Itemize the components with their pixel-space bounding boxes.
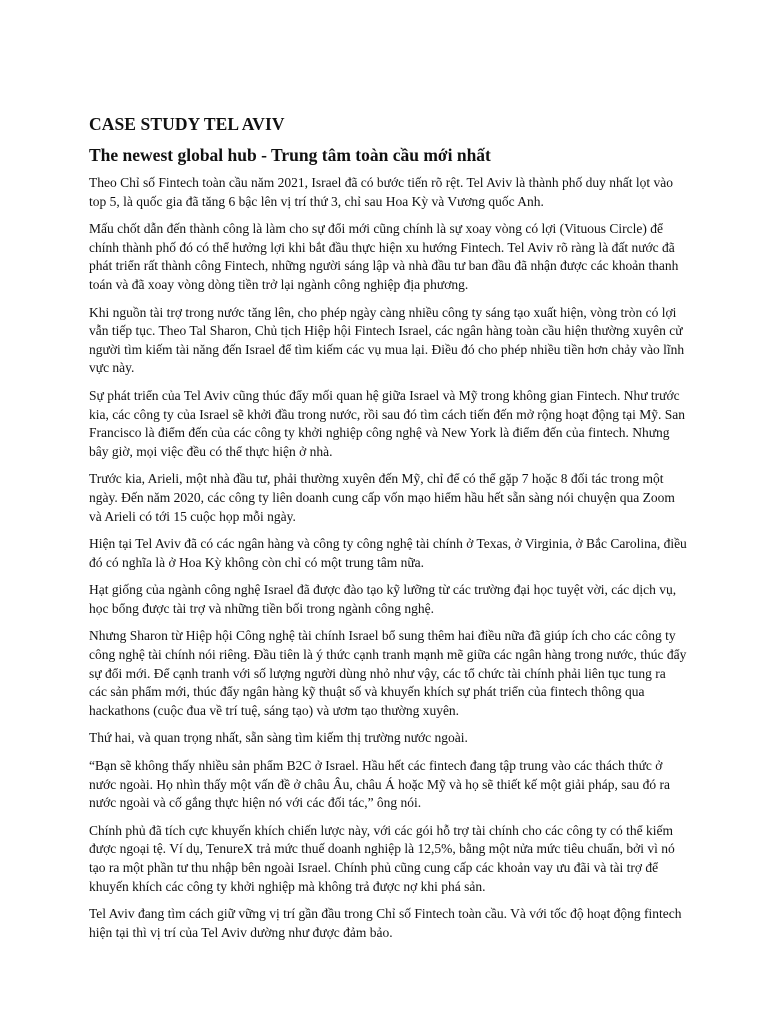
paragraph: Thứ hai, và quan trọng nhất, sẵn sàng tìm kiếm thị trường nước ngoài. — [89, 730, 468, 746]
document-page — [89, 114, 687, 951]
paragraph: Chính phủ đã tích cực khuyến khích chiến lược này, với các gói hỗ trợ tài chính cho các công ty có thể kiếm được ngoại tệ. Ví dụ, TenureX trả mức thuế doanh nghiệp là 12,5%, bằng một nửa mức tiêu chuẩn, bởi vì nó tạo ra một phần tư thu nhập bên ngoài Israel. Chính phủ cũng cung cấp các khoản vay ưu đãi và tài trợ để khuyến khích các công ty khởi nghiệp mà không trả được nợ khi phá sản. — [89, 822, 675, 894]
paragraph: Trước kia, Arieli, một nhà đầu tư, phải thường xuyên đến Mỹ, chỉ để có thể gặp 7 hoặc 8 đối tác trong một ngày. Đến năm 2020, các công ty liên doanh cung cấp vốn mạo hiểm hầu hết sẵn sàng nói chuyện qua Zoom và Arieli có tới 15 cuộc họp mỗi ngày. — [89, 471, 675, 524]
document-title: CASE STUDY TEL AVIV — [89, 114, 285, 134]
paragraph: Theo Chỉ số Fintech toàn cầu năm 2021, Israel đã có bước tiến rõ rệt. Tel Aviv là thành phố duy nhất lọt vào top 5, là quốc gia đã tăng 6 bậc lên vị trí thứ 3, chỉ sau Hoa Kỳ và Vương quốc Anh. — [89, 175, 674, 209]
paragraph: Nhưng Sharon từ Hiệp hội Công nghệ tài chính Israel bổ sung thêm hai điều nữa đã giúp ích cho các công ty công nghệ tài chính nói riêng. Đầu tiên là ý thức cạnh tranh mạnh mẽ giữa các ngân hàng trong nước, thúc đẩy sự đổi mới. Để cạnh tranh với số lượng người dùng nhỏ như vậy, các tổ chức tài chính phải liên tục tung ra các sản phẩm mới, thúc đẩy ngân hàng kỹ thuật số và khuyến khích sự phát triển của fintech thông qua hackathons (cuộc đua về trí tuệ, sáng tạo) và ươm tạo thường xuyên. — [89, 628, 687, 718]
paragraph: Hiện tại Tel Aviv đã có các ngân hàng và công ty công nghệ tài chính ở Texas, ở Virginia, ở Bắc Carolina, điều đó có nghĩa là ở Hoa Kỳ không còn chỉ có một trung tâm nữa. — [89, 536, 687, 570]
paragraph: Sự phát triển của Tel Aviv cũng thúc đẩy mối quan hệ giữa Israel và Mỹ trong không gian Fintech. Như trước kia, các công ty của Israel sẽ khởi đầu trong nước, rồi sau đó tìm cách tiến đến mở rộng hoạt động tại Mỹ. San Francisco là điểm đến của các công ty khởi nghiệp công nghệ và New York là điểm đến của fintech. Nhưng bây giờ, mọi việc đều có thể thực hiện ở nhà. — [89, 387, 685, 459]
paragraph: “Bạn sẽ không thấy nhiều sản phẩm B2C ở Israel. Hầu hết các fintech đang tập trung vào các thách thức ở nước ngoài. Họ nhìn thấy một vấn đề ở châu Âu, châu Á hoặc Mỹ và họ sẽ thiết kế một giải pháp, sau đó ra nước ngoài và cố gắng thực hiện nó với các đối tác,” ông nói. — [89, 758, 670, 811]
paragraph: Mấu chốt dẫn đến thành công là làm cho sự đổi mới cũng chính là sự xoay vòng có lợi (Vituous Circle) để chính thành phố đó có thể hưởng lợi khi bắt đầu thực hiện xu hướng Fintech. Tel Aviv rõ ràng là đất nước đã phát triển rất thành công Fintech, những người sáng lập và nhà đầu tư ban đầu đã nhận được các khoản thanh toán và đã xoay vòng dòng tiền trở lại ngành công nghiệp địa phương. — [89, 221, 679, 292]
paragraph: Khi nguồn tài trợ trong nước tăng lên, cho phép ngày càng nhiều công ty sáng tạo xuất hiện, vòng tròn có lợi vẫn tiếp tục. Theo Tal Sharon, Chủ tịch Hiệp hội Fintech Israel, các ngân hàng toàn cầu hiện thường xuyên cử người tìm kiếm tài năng đến Israel để tìm kiếm các vụ mua lại. Điều đó cho phép nhiều tiền hơn chảy vào lĩnh vực này. — [89, 304, 685, 376]
paragraph: Hạt giống của ngành công nghệ Israel đã được đào tạo kỹ lưỡng từ các trường đại học tuyệt vời, các dịch vụ, học bổng được tài trợ và những tiền bối trong ngành công nghệ. — [89, 582, 677, 616]
document-subtitle: The newest global hub - Trung tâm toàn cầu mới nhất — [89, 145, 491, 165]
paragraph: Tel Aviv đang tìm cách giữ vững vị trí gần đầu trong Chỉ số Fintech toàn cầu. Và với tốc độ hoạt động fintech hiện tại thì vị trí của Tel Aviv dường như được đảm bảo. — [89, 906, 682, 940]
